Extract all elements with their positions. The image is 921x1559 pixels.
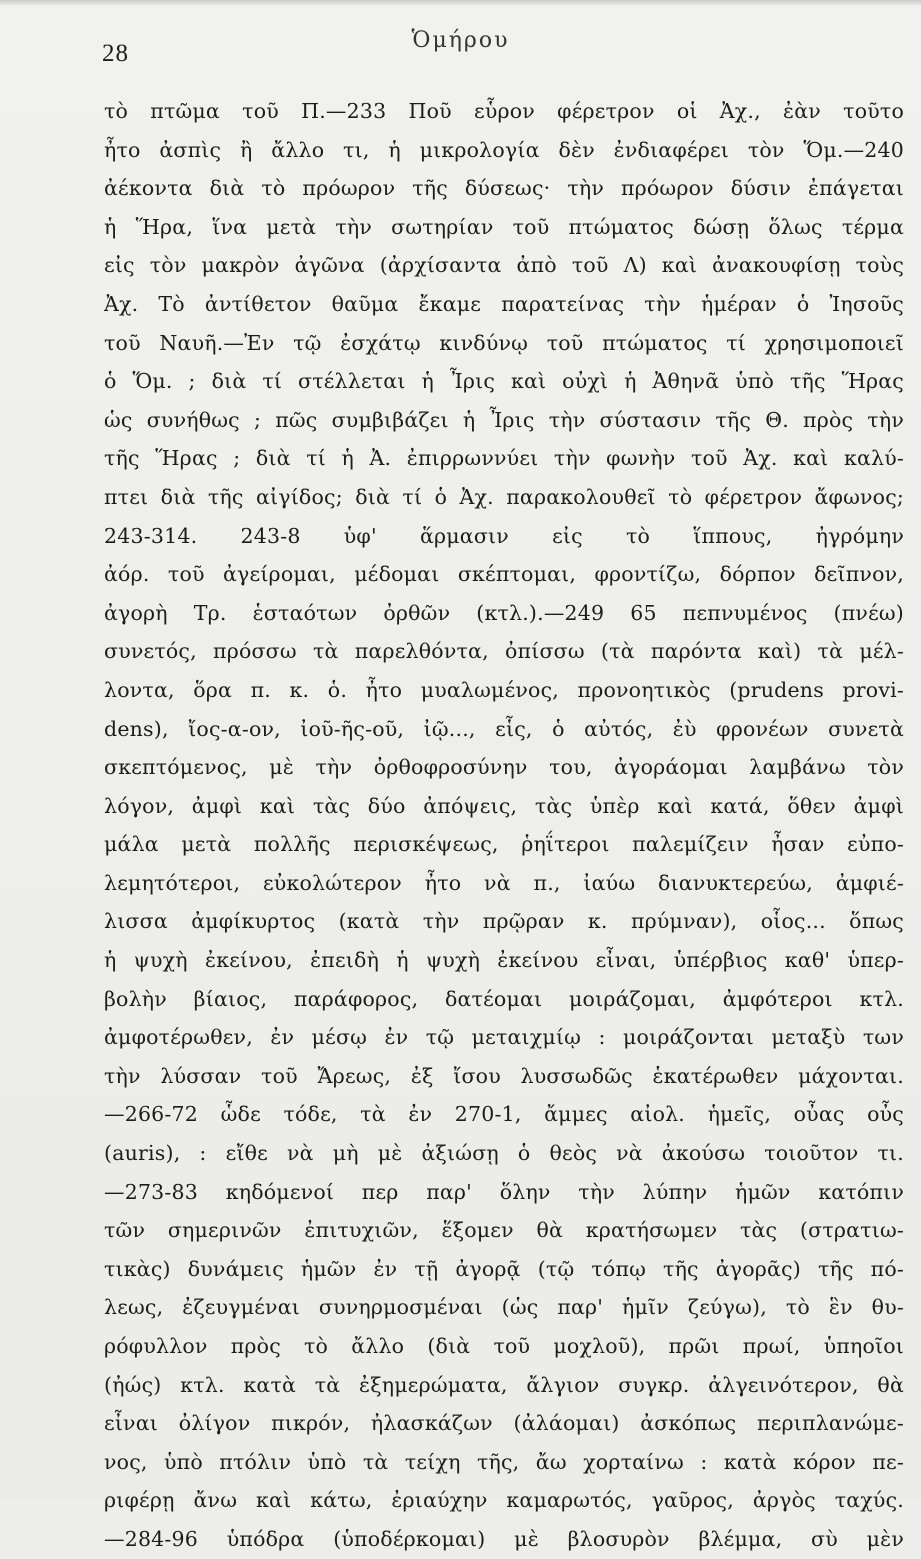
text-line: Ἀχ. Τὸ ἀντίθετον θαῦμα ἔκαμε παρατείνας τὴν ἡμέραν ὁ Ἰησοῦς [104, 291, 904, 316]
text-line: ἦτο ἀσπὶς ἢ ἄλλο τι, ἡ μικρολογία δὲν ἐνδιαφέρει τὸν Ὅμ.—240 [104, 137, 904, 162]
text-line: ὡς συνήθως ; πῶς συμβιβάζει ἡ Ἶρις τὴν σύστασιν τῆς Θ. πρὸς τὴν [104, 407, 904, 432]
text-line: ὁ Ὅμ. ; διὰ τί στέλλεται ἡ Ἶρις καὶ οὐχὶ ἡ Ἀθηνᾶ ὑπὸ τῆς Ἥρας [104, 369, 904, 394]
text-line: εἶναι ὀλίγον πικρόν, ἠλασκάζων (ἀλάομαι) ἀσκόπως περιπλανώμε- [104, 1411, 904, 1436]
text-line: ἀέκοντα διὰ τὸ πρόωρον τῆς δύσεως· τὴν πρόωρον δύσιν ἐπάγεται [104, 176, 904, 201]
text-line: ἀόρ. τοῦ ἀγείρομαι, μέδομαι σκέπτομαι, φροντίζω, δόρπον δεῖπνον, [104, 562, 904, 587]
text-line: ἡ ψυχὴ ἐκείνου, ἐπειδὴ ἡ ψυχὴ ἐκείνου εἶναι, ὑπέρβιος καθ' ὑπερ- [104, 948, 904, 973]
text-line: (ἠώς) κτλ. κατὰ τὰ ἐξημερώματα, ἄλγιον συγκρ. ἀλγεινότερον, θὰ [104, 1372, 904, 1397]
text-line: dens), ἴος-α-ον, ἰοῦ-ῆς-οῦ, ἰῷ..., εἷς, ὁ αὐτός, ἐὺ φρονέων συνετὰ [104, 716, 904, 741]
text-line: βολὴν βίαιος, παράφορος, δατέομαι μοιράζομαι, ἀμφότεροι κτλ. [104, 986, 904, 1011]
text-line: (auris), : εἴθε νὰ μὴ μὲ ἀξιώσῃ ὁ θεὸς νὰ ἀκούσω τοιοῦτον τι. [104, 1141, 904, 1166]
text-line: συνετός, πρόσσω τὰ παρελθόντα, ὀπίσσω (τὰ παρόντα καὶ) τὰ μέλ- [104, 639, 904, 664]
text-line: εἰς τὸν μακρὸν ἀγῶνα (ἀρχίσαντα ἀπὸ τοῦ Λ) καὶ ἀνακουφίσῃ τοὺς [104, 253, 904, 278]
text-line: τὴν λύσσαν τοῦ Ἄρεως, ἐξ ἴσου λυσσωδῶς ἑκατέρωθεν μάχονται. [104, 1063, 904, 1088]
text-line: λεως, ἐζευγμέναι συνηρμοσμέναι (ὡς παρ' ἡμῖν ζεύγω), τὸ ἓν θυ- [104, 1295, 904, 1320]
text-line: τὸ πτῶμα τοῦ Π.—233 Ποῦ εὗρον φέρετρον οἱ Ἀχ., ἐὰν τοῦτο [104, 99, 904, 123]
text-line: σκεπτόμενος, μὲ τὴν ὀρθοφροσύνην του, ἀγοράομαι λαμβάνω τὸν [104, 755, 904, 780]
page-top-edge [0, 0, 921, 6]
text-line: λοντα, ὅρα π. κ. ὁ. ἦτο μυαλωμένος, προνοητικὸς (prudens provi- [104, 677, 904, 702]
text-line: τικὰς) δυνάμεις ἡμῶν ἐν τῇ ἀγορᾷ (τῷ τόπῳ τῆς ἀγορᾶς) τῆς πό- [104, 1256, 904, 1281]
text-line: τῆς Ἥρας ; διὰ τί ἡ Ἀ. ἐπιρρωννύει τὴν φωνὴν τοῦ Ἀχ. καὶ καλύ- [104, 446, 904, 471]
text-line: 243-314. 243-8 ὑφ' ἅρμασιν εἰς τὸ ἵππους, ἠγρόμην [104, 523, 904, 548]
commentary-text [104, 92, 904, 1559]
page-number: 28 [102, 40, 129, 67]
text-line: ἀμφοτέρωθεν, ἐν μέσῳ ἐν τῷ μεταιχμίῳ : μοιράζονται μεταξὺ των [104, 1025, 904, 1050]
text-line: ρόφυλλον πρὸς τὸ ἄλλο (διὰ τοῦ μοχλοῦ), πρῶι πρωί, ὑπηοῖοι [104, 1334, 904, 1358]
page-header [0, 12, 921, 67]
text-line: τῶν σημερινῶν ἐπιτυχιῶν, ἕξομεν θὰ κρατήσωμεν τὰς (στρατιω- [104, 1218, 904, 1243]
text-line: ἀγορὴ Τρ. ἑσταότων ὀρθῶν (κτλ.).—249 65 πεπνυμένος (πνέω) [104, 600, 904, 625]
text-line: τοῦ Ναυῆ.—Ἐν τῷ ἐσχάτῳ κινδύνῳ τοῦ πτώματος τί χρησιμοποιεῖ [104, 330, 904, 355]
text-line: ἡ Ἥρα, ἵνα μετὰ τὴν σωτηρίαν τοῦ πτώματος δώσῃ ὅλως τέρμα [104, 214, 904, 239]
text-line: λισσα ἀμφίκυρτος (κατὰ τὴν πρῷραν κ. πρύμναν), οἷος... ὅπως [104, 909, 904, 934]
text-line: λόγον, ἀμφὶ καὶ τὰς δύο ἀπόψεις, τὰς ὑπὲρ καὶ κατά, ὅθεν ἀμφὶ [104, 793, 904, 818]
text-line: νος, ὑπὸ πτόλιν ὑπὸ τὰ τείχη τῆς, ἄω χορταίνω : κατὰ κόρον πε- [104, 1449, 904, 1474]
text-line: —284-96 ὑπόδρα (ὑποδέρκομαι) μὲ βλοσυρὸν βλέμμα, σὺ μὲν [104, 1526, 904, 1551]
text-line: πτει διὰ τῆς αἰγίδος; διὰ τί ὁ Ἀχ. παρακολουθεῖ τὸ φέρετρον ἄφωνος; [104, 484, 904, 509]
text-line: μάλα μετὰ πολλῆς περισκέψεως, ῥηΐτεροι παλεμίζειν ἦσαν εὐπο- [104, 832, 904, 857]
text-line: —273-83 κηδόμενοί περ παρ' ὅλην τὴν λύπην ἡμῶν κατόπιν [104, 1179, 904, 1204]
text-line: λεμητότεροι, εὐκολώτερον ἦτο νὰ π., ἰαύω διανυκτερεύω, ἀμφιέ- [104, 870, 904, 895]
text-line: ριφέρῃ ἄνω καὶ κάτω, ἐριαύχην καμαρωτός, γαῦρος, ἀργὸς ταχύς. [104, 1488, 904, 1513]
running-head: Ὁμήρου [411, 28, 510, 53]
text-line: —266-72 ὧδε τόδε, τὰ ἐν 270-1, ἄμμες αἰολ. ἡμεῖς, οὖας οὖς [104, 1102, 904, 1127]
